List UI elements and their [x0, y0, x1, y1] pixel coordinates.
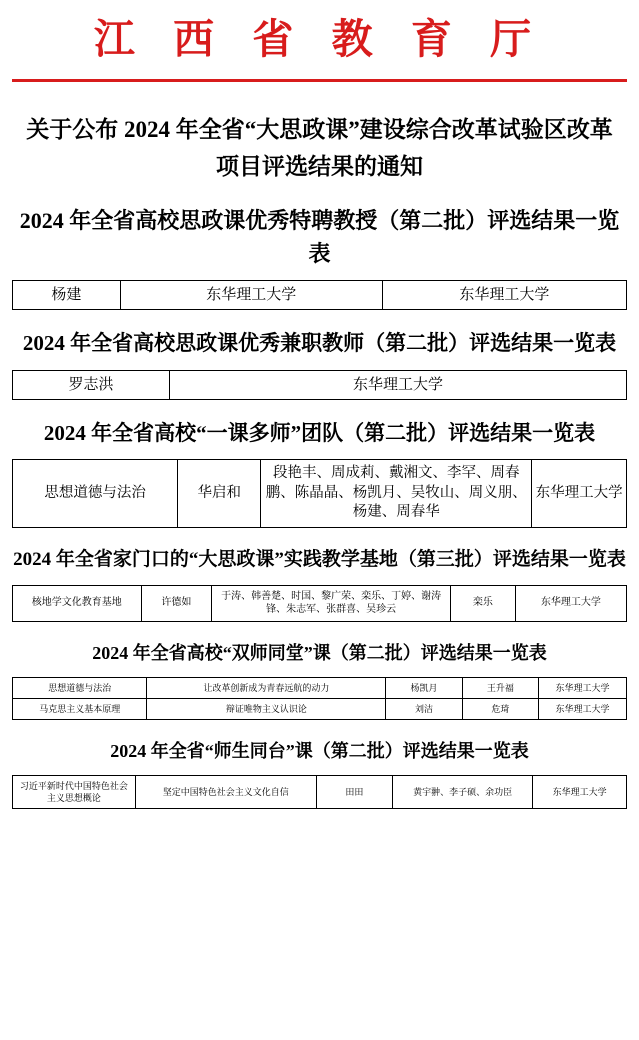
table-row — [13, 280, 627, 309]
table-teacher-student-stage — [12, 775, 627, 809]
table-multi-teacher-team — [12, 459, 627, 528]
cell-school: 东华理工大学 — [382, 280, 626, 309]
cell-leader: 华启和 — [178, 460, 261, 528]
page-title: 关于公布 2024 年全省“大思政课”建设综合改革试验区改革项目评选结果的通知 — [26, 117, 613, 180]
table-row — [13, 677, 627, 698]
cell-course: 马克思主义基本原理 — [13, 698, 147, 719]
cell-topic: 让改革创新成为青春远航的动力 — [147, 677, 386, 698]
cell-course: 思想道德与法治 — [13, 460, 178, 528]
table-dual-teacher-class — [12, 677, 627, 720]
cell-leader: 许德如 — [141, 585, 212, 621]
section-heading-6: 2024 年全省“师生同台”课（第二批）评选结果一览表 — [110, 740, 529, 761]
table-row — [13, 460, 627, 528]
cell-school: 东华理工大学 — [515, 585, 626, 621]
cell-base-name: 核地学文化教育基地 — [13, 585, 142, 621]
cell-teacher-a: 杨凯月 — [386, 677, 462, 698]
table-excellent-professors — [12, 280, 627, 310]
cell-course: 思想道德与法治 — [13, 677, 147, 698]
cell-name: 杨建 — [13, 280, 121, 309]
masthead-divider — [12, 79, 627, 82]
section-heading-4: 2024 年全省家门口的“大思政课”实践教学基地（第三批）评选结果一览表 — [13, 549, 626, 571]
cell-teacher: 田田 — [316, 775, 392, 808]
cell-name: 罗志洪 — [13, 370, 170, 399]
table-row — [13, 775, 627, 808]
cell-students: 黄宇翀、李子硕、余功臣 — [392, 775, 532, 808]
cell-topic: 坚定中国特色社会主义文化自信 — [135, 775, 316, 808]
cell-members: 段艳丰、周成莉、戴湘文、李罕、周春鹏、陈晶晶、杨凯月、吴牧山、周义朋、杨建、周春华 — [261, 460, 532, 528]
cell-contact: 栾乐 — [451, 585, 516, 621]
cell-school: 东华理工大学 — [532, 460, 627, 528]
table-row — [13, 698, 627, 719]
section-heading-5: 2024 年全省高校“双师同堂”课（第二批）评选结果一览表 — [92, 642, 547, 663]
section-heading-3: 2024 年全省高校“一课多师”团队（第二批）评选结果一览表 — [43, 420, 596, 445]
section-heading-1: 2024 年全省高校思政课优秀特聘教授（第二批）评选结果一览表 — [19, 207, 620, 266]
cell-unit: 东华理工大学 — [120, 280, 382, 309]
table-excellent-parttime-teachers — [12, 370, 627, 400]
table-row — [13, 370, 627, 399]
table-row — [13, 585, 627, 621]
cell-school: 东华理工大学 — [169, 370, 626, 399]
cell-teacher-b: 危琦 — [462, 698, 538, 719]
cell-teacher-b: 王升福 — [462, 677, 538, 698]
cell-course: 习近平新时代中国特色社会主义思想概论 — [13, 775, 136, 808]
cell-teacher-a: 刘洁 — [386, 698, 462, 719]
cell-school: 东华理工大学 — [539, 698, 627, 719]
masthead — [12, 0, 627, 82]
section-heading-2: 2024 年全省高校思政课优秀兼职教师（第二批）评选结果一览表 — [22, 331, 617, 356]
masthead-title: 江 西 省 教 育 厅 — [93, 16, 546, 62]
cell-topic: 辩证唯物主义认识论 — [147, 698, 386, 719]
cell-school: 东华理工大学 — [539, 677, 627, 698]
table-practice-bases — [12, 585, 627, 622]
cell-members: 于涛、韩善楚、时国、黎广荣、栾乐、丁婷、谢涛锋、朱志军、张群喜、吴珍云 — [212, 585, 451, 621]
cell-school: 东华理工大学 — [533, 775, 627, 808]
